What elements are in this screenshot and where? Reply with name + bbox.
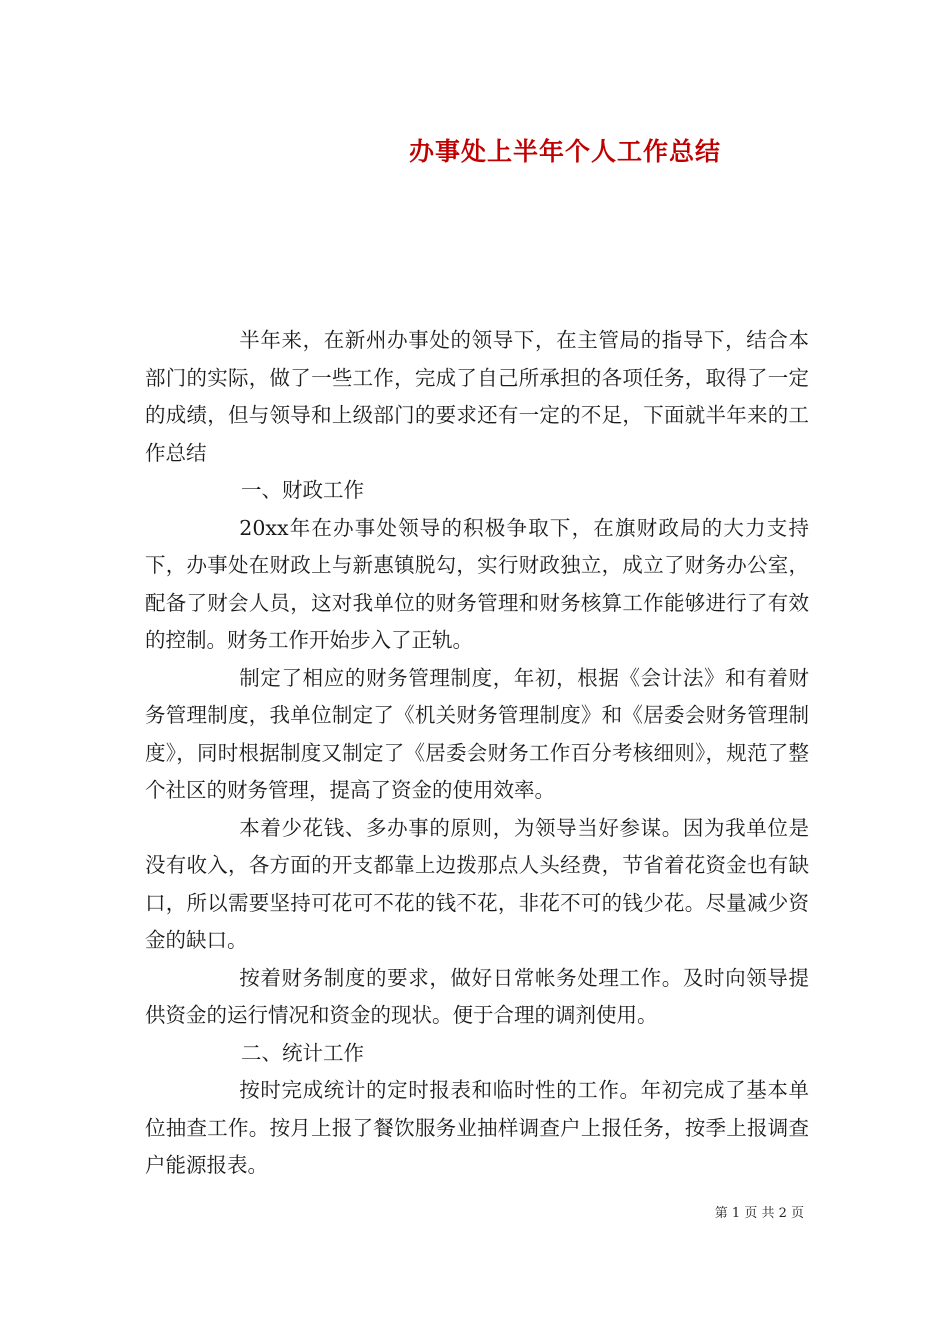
paragraph-finance-4: 按着财务制度的要求，做好日常帐务处理工作。及时向领导提供资金的运行情况和资金的现状。便于合理的调剂使用。 xyxy=(145,965,809,1027)
paragraph-statistics-1: 按时完成统计的定时报表和临时性的工作。年初完成了基本单位抽查工作。按月上报了餐饮服务业抽样调查户上报任务，按季上报调查户能源报表。 xyxy=(145,1078,809,1177)
paragraph-finance-2: 制定了相应的财务管理制度，年初，根据《会计法》和有着财务管理制度，我单位制定了《机关财务管理制度》和《居委会财务管理制度》，同时根据制度又制定了《居委会财务工作百分考核细则》，规范了整个社区的财务管理，提高了资金的使用效率。 xyxy=(145,665,809,802)
document-title: 办事处上半年个人工作总结 xyxy=(408,137,721,166)
paragraph-finance-1: 20xx年在办事处领导的积极争取下，在旗财政局的大力支持下，办事处在财政上与新惠镇脱勾，实行财政独立，成立了财务办公室，配备了财会人员，这对我单位的财务管理和财务核算工作能够进行了有效的控制。财务工作开始步入了正轨。 xyxy=(145,515,809,652)
document-body xyxy=(145,322,809,1185)
section-heading-statistics: 二、统计工作 xyxy=(241,1040,364,1065)
paragraph-intro: 半年来，在新州办事处的领导下，在主管局的指导下，结合本部门的实际，做了一些工作，完成了自己所承担的各项任务，取得了一定的成绩，但与领导和上级部门的要求还有一定的不足，下面就半年来的工作总结 xyxy=(145,328,809,465)
page-number-footer: 第 1 页 共 2 页 xyxy=(714,1206,804,1221)
section-heading-finance: 一、财政工作 xyxy=(241,478,364,502)
paragraph-finance-3: 本着少花钱、多办事的原则，为领导当好参谋。因为我单位是没有收入，各方面的开支都靠上边拨那点人头经费，节省着花资金也有缺口，所以需要坚持可花可不花的钱不花，非花不可的钱少花。尽量减少资金的缺口。 xyxy=(145,815,809,952)
